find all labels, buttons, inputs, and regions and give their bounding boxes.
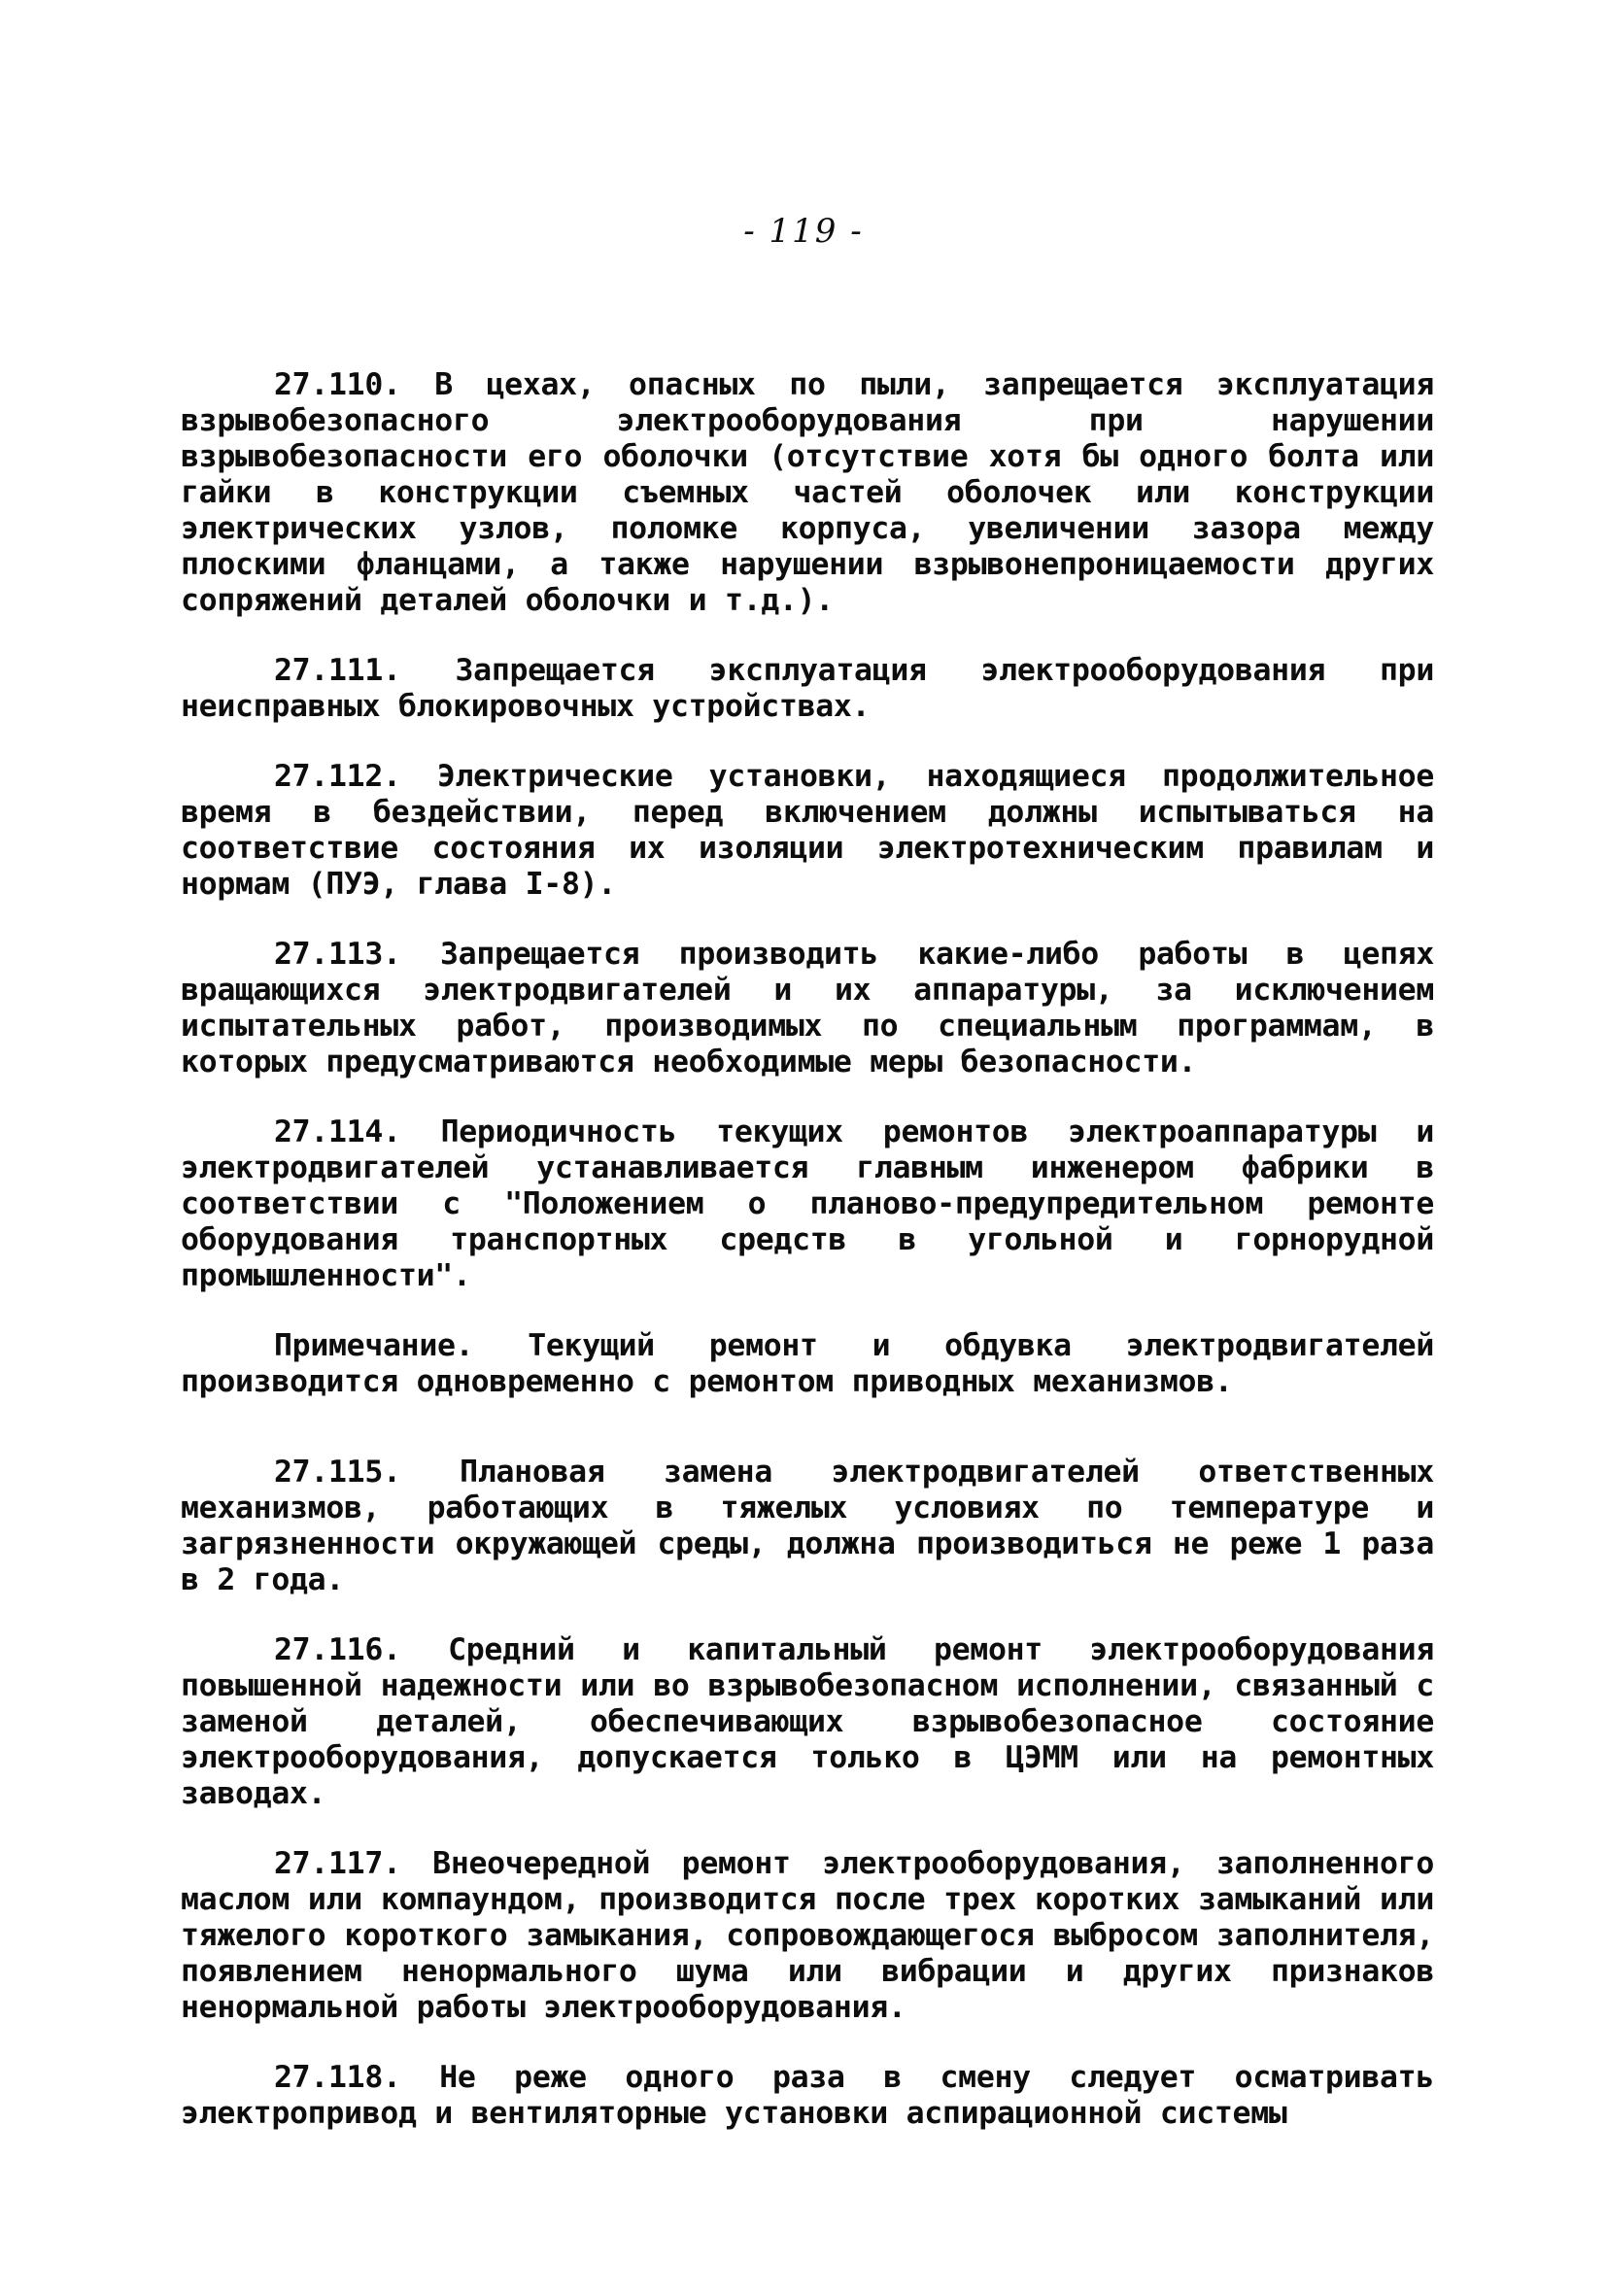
page-number: - 119 - (743, 212, 864, 251)
paragraph-27-116: 27.116. Средний и капитальный ремонт электрооборудования повышенной надежности или во взрывобезопасном исполнении, связанный с заменой деталей, обеспечивающих взрывобезопасное состояние электрооборудования, допускается только в ЦЭММ или на ремонтных заводах. (181, 1632, 1434, 1811)
note-paragraph: Примечание. Текущий ремонт и обдувка электродвигателей производится одновременно с ремонтом приводных механизмов. (181, 1328, 1434, 1399)
paragraph-27-113: 27.113. Запрещается производить какие-либо работы в цепях вращающихся электродвигателей и их аппаратуры, за исключением испытательных работ, производимых по специальным программам, в которых предусматриваются необходимые меры безопасности. (181, 937, 1434, 1079)
paragraph-27-114: 27.114. Периодичность текущих ремонтов электроаппаратуры и электродвигателей устанавливается главным инженером фабрики в соответствии с "Положением о планово-предупредительном ремонте оборудования транспортных средств в угольной и горнорудной промышленности". (181, 1114, 1434, 1293)
paragraph-27-110: 27.110. В цехах, опасных по пыли, запрещается эксплуатация взрывобезопасного электрооборудования при нарушении взрывобезопасности его оболочки (отсутствие хотя бы одного болта или гайки в конструкции съемных частей оболочек или конструкции электрических узлов, поломке корпуса, увеличении зазора между плоскими фланцами, а также нарушении взрывонепроницаемости других сопряжений деталей оболочки и т.д.). (181, 367, 1434, 618)
paragraph-27-112: 27.112. Электрические установки, находящиеся продолжительное время в бездействии, перед включением должны испытываться на соответствие состояния их изоляции электротехническим правилам и нормам (ПУЭ, глава I-8). (181, 759, 1434, 902)
paragraph-27-115: 27.115. Плановая замена электродвигателей ответственных механизмов, работающих в тяжелых условиях по температуре и загрязненности окружающей среды, должна производиться не реже 1 раза в 2 года. (181, 1455, 1434, 1597)
paragraph-27-111: 27.111. Запрещается эксплуатация электрооборудования при неисправных блокировочных устройствах. (181, 653, 1434, 724)
paragraph-27-118: 27.118. Не реже одного раза в смену следует осматривать электропривод и вентиляторные установки аспирационной системы (181, 2060, 1434, 2131)
document-body (181, 367, 1434, 2166)
paragraph-27-117: 27.117. Внеочередной ремонт электрооборудования, заполненного маслом или компаундом, производится после трех коротких замыканий или тяжелого короткого замыкания, сопровождающегося выбросом заполнителя, появлением ненормального шума или вибрации и других признаков ненормальной работы электрооборудования. (181, 1846, 1434, 2025)
